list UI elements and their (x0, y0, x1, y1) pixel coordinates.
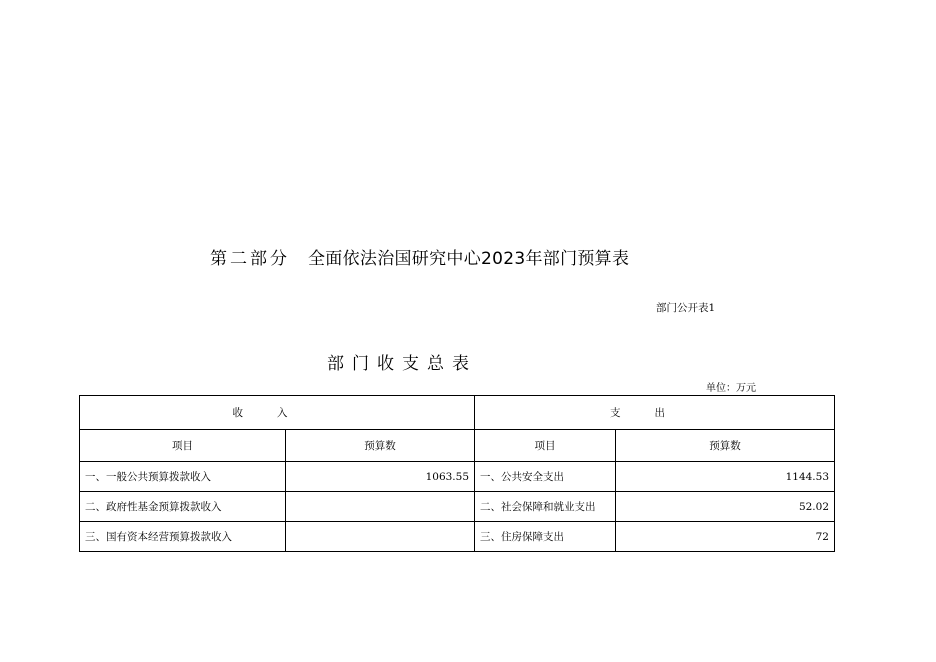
income-header: 收入 (80, 396, 475, 430)
column-header: 预算数 (616, 430, 835, 462)
column-header-row (80, 430, 835, 462)
group-header-row (80, 396, 835, 430)
expense-amount: 72 (616, 522, 835, 552)
table-row (80, 492, 835, 522)
document-title (210, 244, 629, 269)
title-part: 第二部分 (210, 249, 290, 269)
table-row (80, 522, 835, 552)
income-item: 二、政府性基金预算拨款收入 (80, 492, 286, 522)
expense-item: 三、住房保障支出 (475, 522, 616, 552)
budget-table (79, 395, 835, 552)
income-amount (286, 492, 475, 522)
expense-header: 支出 (475, 396, 835, 430)
income-amount: 1063.55 (286, 462, 475, 492)
expense-item: 一、公共安全支出 (475, 462, 616, 492)
income-amount (286, 522, 475, 552)
title-main: 全面依法治国研究中心2023年部门预算表 (308, 249, 630, 269)
income-item: 三、国有资本经营预算拨款收入 (80, 522, 286, 552)
expense-amount: 1144.53 (616, 462, 835, 492)
unit-label: 单位：万元 (706, 383, 756, 394)
column-header: 项目 (80, 430, 286, 462)
column-header: 预算数 (286, 430, 475, 462)
form-code: 部门公开表1 (656, 302, 716, 314)
table-title: 部门收支总表 (327, 354, 477, 374)
expense-item: 二、社会保障和就业支出 (475, 492, 616, 522)
income-item: 一、一般公共预算拨款收入 (80, 462, 286, 492)
table-row (80, 462, 835, 492)
column-header: 项目 (475, 430, 616, 462)
expense-amount: 52.02 (616, 492, 835, 522)
